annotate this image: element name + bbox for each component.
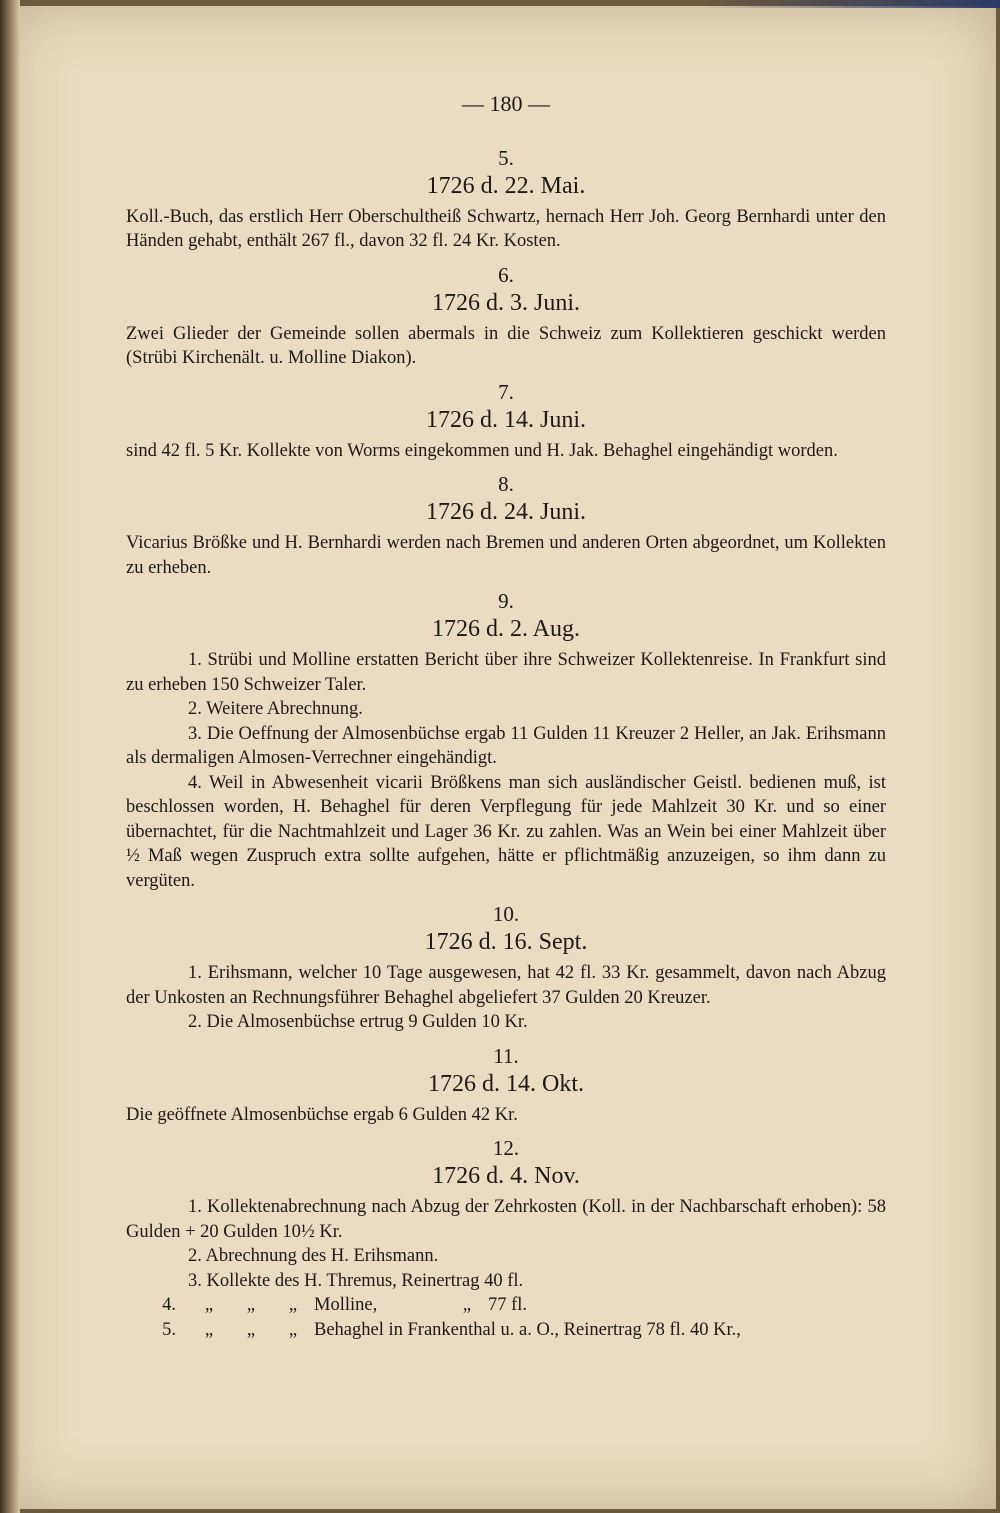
entry-number: 6. [498,262,514,287]
entry-number: 10. [492,902,520,926]
entry-item: 1. Kollektenabrechnung nach Abzug der Zehrkosten (Koll. in der Nachbarschaft erhoben): 58 Gulden + 20 Gulden 10½ Kr. [126,1197,886,1242]
ditto-row [126,1318,886,1343]
amount: 77 fl. [488,1295,528,1315]
ditto-mark: „ [204,1319,214,1340]
entry-number: 7. [498,379,514,404]
entry-date: 1726 d. 3. Juni. [431,289,580,316]
entry-item: 2. Die Almosenbüchse ertrug 9 Gulden 10 Kr. [188,1012,528,1032]
entry-date: 1726 d. 4. Nov. [432,1163,580,1189]
entry-number: 12. [492,1136,520,1160]
ditto-mark: „ [246,1295,256,1315]
entry-text: Zwei Glieder der Gemeinde sollen abermals in die Schweiz zum Kollektieren geschickt werden (Strübi Kirchenält. u. Molline Diakon). [126,323,886,368]
ditto-mark: „ [288,1295,298,1315]
page-edge-band [700,0,1000,8]
entry-date: 1726 d. 22. Mai. [426,172,586,199]
ditto-row [126,1293,886,1318]
entry-item: 1. Strübi und Molline erstatten Bericht über ihre Schweizer Kollektenreise. In Frankfurt sind zu erheben 150 Schweizer Taler. [126,650,886,695]
book-spine [0,0,20,1513]
entry-item: 4. Weil in Abwesenheit vicarii Brößkens man sich ausländischer Geistl. bedienen muß, ist beschlossen worden, H. Behaghel für deren Verpflegung für jede Mahlzeit 30 Kr. und so einer übernachtet, für die Nachtmahlzeit und Lager 36 Kr. zu zahlen. Was an Wein bei einer Mahlzeit über ½ Maß wegen Zuspruch extra sollte aufgehen, hätte er pflichtmäßig anzuzeigen, so ihm dann zu vergüten. [126,772,886,891]
item-number: 5. [162,1319,176,1340]
ditto-mark: „ [204,1295,214,1315]
item-number: 4. [162,1295,176,1315]
entry-text: Vicarius Brößke und H. Bernhardi werden nach Bremen und anderen Orten abgeordnet, um Kollekten zu erheben. [126,533,886,578]
item-text: Behaghel in Frankenthal u. a. O., Reinertrag 78 fl. 40 Kr., [314,1319,741,1340]
entry-date: 1726 d. 14. Okt. [428,1070,584,1097]
page-number: — 180 — [462,91,550,116]
ditto-mark: „ [288,1319,298,1340]
page-content [126,92,886,1342]
entry-item: 3. Kollekte des H. Thremus, Reinertrag 40 fl. [188,1270,524,1291]
entry-text: Koll.-Buch, das erstlich Herr Oberschultheiß Schwartz, hernach Herr Joh. Georg Bernhardi unter den Händen gehabt, enthält 267 fl., davon 32 fl. 24 Kr. Kosten. [126,206,886,251]
entry-text: sind 42 fl. 5 Kr. Kollekte von Worms eingekommen und H. Jak. Behaghel eingehändigt worden. [126,440,838,461]
entry-date: 1726 d. 16. Sept. [424,929,588,955]
entry-number: 11. [493,1043,519,1068]
entry-date: 1726 d. 2. Aug. [431,616,580,642]
ditto-mark: „ [246,1319,256,1340]
entry-date: 1726 d. 24. Juni. [425,499,586,525]
entry-item: 1. Erihsmann, welcher 10 Tage ausgewesen, hat 42 fl. 33 Kr. gesammelt, davon nach Abzug der Unkosten an Rechnungsführer Behaghel abgeliefert 37 Gulden 20 Kreuzer. [126,963,886,1008]
entry-item: 2. Abrechnung des H. Erihsmann. [188,1246,439,1266]
entry-number: 9. [498,589,514,613]
entry-date: 1726 d. 14. Juni. [425,406,586,433]
entry-item: 2. Weitere Abrechnung. [188,699,363,719]
entry-number: 8. [498,472,514,496]
collector-name: Molline, [314,1295,378,1315]
ditto-mark: „ [462,1295,472,1315]
entry-number: 5. [498,145,514,170]
entry-item: 3. Die Oeffnung der Almosenbüchse ergab 11 Gulden 11 Kreuzer 2 Heller, an Jak. Erihsmann als dermaligen Almosen-Verrechner eingehändigt. [126,723,886,768]
entry-text: Die geöffnete Almosenbüchse ergab 6 Gulden 42 Kr. [126,1104,518,1125]
